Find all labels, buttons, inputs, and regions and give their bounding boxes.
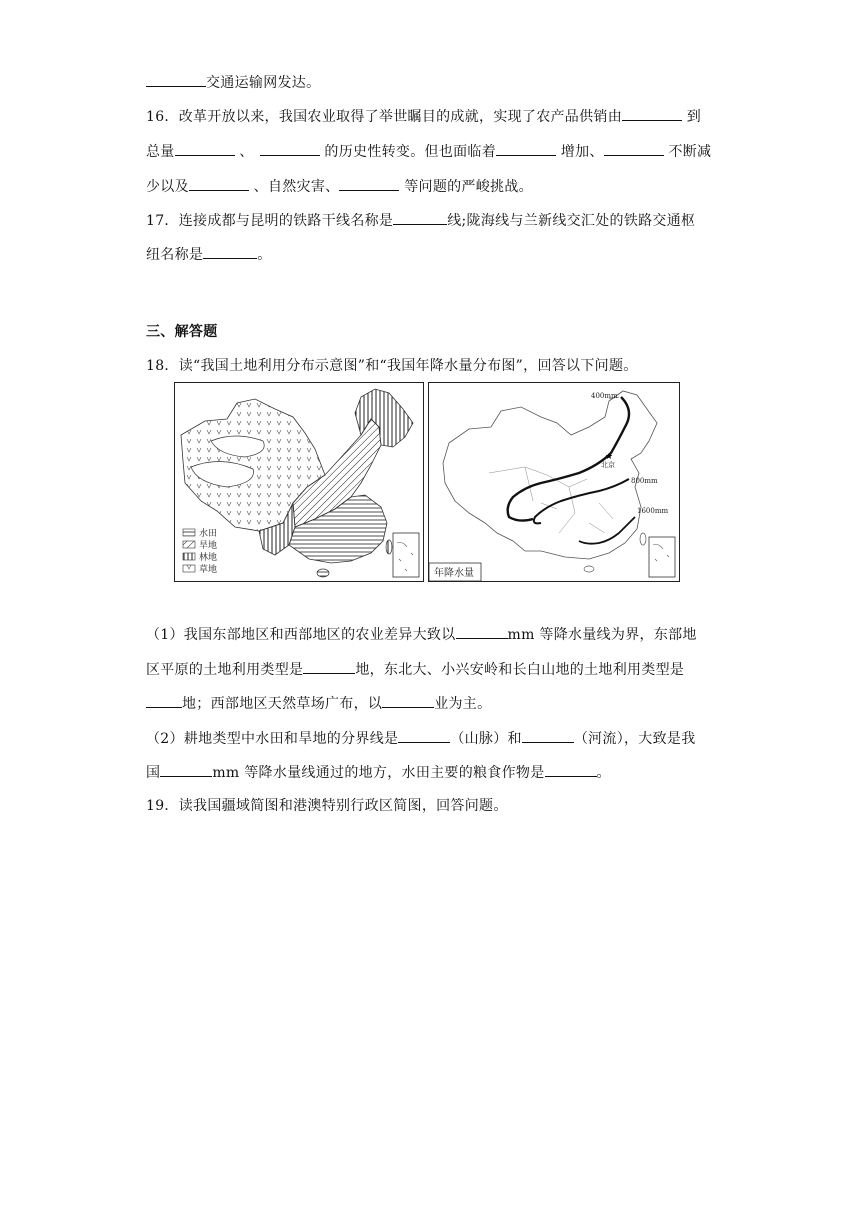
legend-swatch-grassland bbox=[183, 565, 195, 572]
q17-text: 17．连接成都与昆明的铁路干线名称是 bbox=[146, 213, 394, 229]
island-taiwan bbox=[386, 540, 392, 554]
answer-blank bbox=[398, 728, 450, 743]
q16-text: 不断减 bbox=[663, 144, 712, 160]
q18-text: 国 bbox=[146, 765, 161, 781]
legend-swatch-forest bbox=[183, 553, 195, 560]
answer-blank bbox=[203, 244, 257, 259]
q17-line-1 bbox=[146, 210, 695, 231]
capital-star-icon: ★ bbox=[605, 452, 614, 462]
capital-label: 北京 bbox=[601, 461, 615, 469]
q18-text: mm 等降水量线为界，东部地 bbox=[507, 627, 697, 643]
island-hainan bbox=[317, 569, 329, 577]
land-use-map bbox=[174, 382, 424, 582]
q18-text: （山脉）和 bbox=[450, 731, 522, 747]
q16-text: 少以及 bbox=[146, 179, 189, 195]
q16-line-1 bbox=[146, 106, 701, 127]
q18-intro: 18．读“我国土地利用分布示意图”和“我国年降水量分布图”，回答以下问题。 bbox=[146, 358, 638, 374]
answer-blank bbox=[175, 141, 235, 156]
q18-text: （河流），大致是我 bbox=[573, 731, 696, 747]
answer-blank bbox=[522, 728, 574, 743]
map-caption: 年降水量 bbox=[434, 568, 474, 579]
legend-label: 草地 bbox=[199, 565, 218, 575]
legend-swatch-paddy bbox=[183, 529, 195, 536]
iso1600-label: 1600mm bbox=[637, 507, 669, 515]
answer-blank bbox=[545, 762, 597, 777]
q18-text: mm 等降水量线通过的地方，水田主要的粮食作物是 bbox=[212, 765, 545, 781]
q16-text: 、自然灾害、 bbox=[248, 179, 340, 195]
answer-blank bbox=[303, 659, 355, 674]
q18-p2-line-2 bbox=[146, 762, 611, 783]
q18-text: （1）我国东部地区和西部地区的农业差异大致以 bbox=[146, 627, 456, 643]
answer-blank bbox=[393, 210, 447, 225]
q18-text: 区平原的土地利用类型是 bbox=[146, 662, 304, 678]
q17-text: 线;陇海线与兰新线交汇处的铁路交通枢 bbox=[447, 213, 696, 229]
legend-label: 水田 bbox=[199, 529, 218, 539]
q18-text: （2）耕地类型中水田和旱地的分界线是 bbox=[146, 731, 399, 747]
q16-text: 等问题的严峻挑战。 bbox=[399, 179, 533, 195]
q16-text: 、 bbox=[234, 144, 254, 160]
q18-text: 业为主。 bbox=[434, 696, 492, 712]
q16-text: 总量 bbox=[146, 144, 175, 160]
q17-line-2 bbox=[146, 244, 272, 265]
legend-swatch-dryland bbox=[183, 541, 195, 548]
country-outline bbox=[443, 391, 657, 559]
answer-blank bbox=[622, 106, 682, 121]
q18-text: 地；西部地区天然草场广布，以 bbox=[182, 696, 383, 712]
answer-blank bbox=[146, 72, 206, 87]
q15-tail-text: 交通运输网发达。 bbox=[206, 75, 321, 91]
q18-p1-line-1 bbox=[146, 624, 697, 645]
q18-text: 地，东北大、小兴安岭和长白山地的土地利用类型是 bbox=[355, 662, 685, 678]
q19-text: 19．读我国疆域简图和港澳特别行政区简图，回答问题。 bbox=[146, 798, 508, 814]
q16-line-2 bbox=[146, 141, 711, 162]
q16-text: 的历史性转变。但也面临着 bbox=[319, 144, 497, 160]
q17-text: 纽名称是 bbox=[146, 247, 204, 263]
answer-blank bbox=[146, 693, 182, 708]
q16-text: 增加、 bbox=[556, 144, 604, 160]
map-legend bbox=[183, 527, 217, 575]
answer-blank bbox=[456, 624, 508, 639]
q18-p1-line-2 bbox=[146, 659, 684, 680]
q18-p2-line-1 bbox=[146, 728, 696, 749]
answer-blank bbox=[260, 141, 320, 156]
q16-line-3 bbox=[146, 176, 533, 197]
section-title: 三、解答题 bbox=[146, 324, 218, 340]
iso800-label: 800mm bbox=[631, 477, 658, 485]
q18-text: 。 bbox=[596, 765, 611, 781]
precipitation-map bbox=[428, 382, 680, 582]
q16-text: 到 bbox=[682, 109, 702, 125]
island-hainan bbox=[584, 566, 594, 572]
land-use-map-drawing bbox=[175, 383, 423, 581]
precipitation-map-drawing bbox=[429, 383, 679, 581]
answer-blank bbox=[496, 141, 556, 156]
answer-blank bbox=[382, 693, 434, 708]
iso400-label: 400mm bbox=[591, 392, 618, 400]
answer-blank bbox=[604, 141, 664, 156]
answer-blank bbox=[339, 176, 399, 191]
south-sea-inset bbox=[649, 537, 675, 577]
q16-text: 16．改革开放以来，我国农业取得了举世瞩目的成就，实现了农产品供销由 bbox=[146, 109, 623, 125]
legend-label: 旱地 bbox=[199, 541, 218, 551]
island-taiwan bbox=[640, 533, 646, 545]
q15-tail-line bbox=[146, 72, 320, 93]
q18-p1-line-3 bbox=[146, 693, 491, 714]
answer-blank bbox=[189, 176, 249, 191]
q17-text: 。 bbox=[257, 247, 272, 263]
legend-label: 林地 bbox=[199, 553, 218, 563]
answer-blank bbox=[160, 762, 212, 777]
